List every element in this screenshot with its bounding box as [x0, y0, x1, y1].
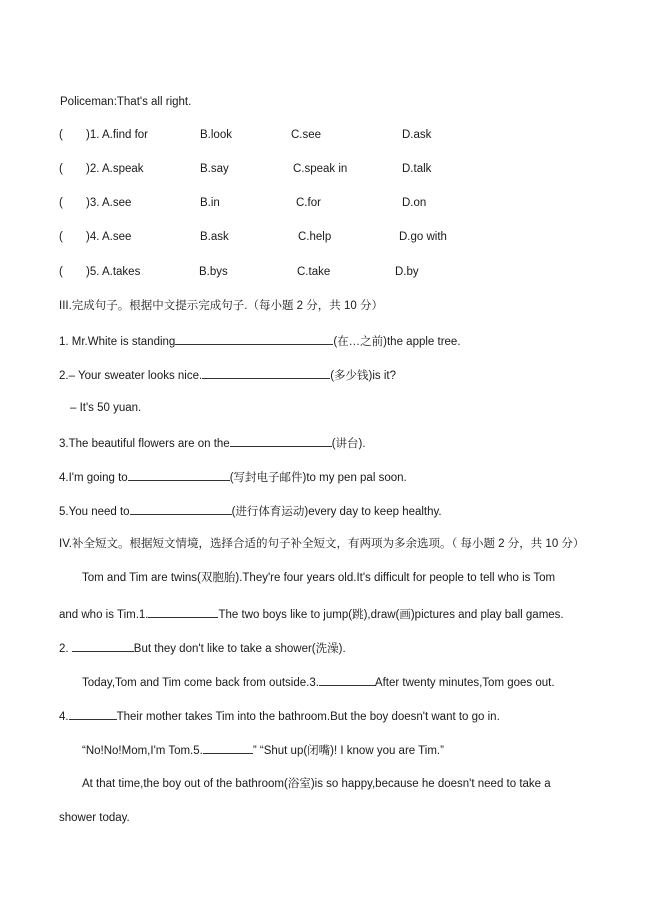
answer-blank[interactable] — [203, 742, 253, 754]
s3-question-1 — [59, 333, 461, 349]
answer-blank[interactable] — [148, 606, 218, 618]
option-c: C.speak in — [293, 163, 348, 175]
option-d: D.go with — [399, 231, 447, 243]
question-text: (讲台). — [331, 438, 366, 450]
answer-blank[interactable] — [130, 503, 232, 515]
passage-line-6 — [82, 742, 444, 758]
passage-line-3 — [59, 640, 346, 656]
passage-text: Their mother takes Tim into the bathroom.But the boy doesn't want to go in. — [116, 711, 500, 723]
answer-blank[interactable] — [319, 674, 375, 686]
answer-blank[interactable] — [202, 367, 330, 379]
question-text: 4.I'm going to — [59, 472, 128, 484]
passage-line-2 — [59, 606, 564, 622]
passage-line-8: shower today. — [59, 812, 130, 824]
option-b: B.look — [200, 129, 232, 141]
answer-blank[interactable] — [175, 333, 333, 345]
passage-line-4 — [82, 674, 555, 690]
passage-text: ” “Shut up(闭嘴)! I know you are Tim.” — [252, 745, 444, 757]
option-b: B.say — [200, 163, 229, 175]
option-d: D.ask — [402, 129, 432, 141]
s3-question-4 — [59, 469, 407, 485]
passage-text: 2. — [59, 643, 72, 655]
option-c: C.help — [298, 231, 332, 243]
section-4-heading: IV.补全短文。根据短文情境，选择合适的句子补全短文，有两项为多余选项。（ 每小题 2 分，共 10 分） — [59, 538, 585, 550]
passage-text: The two boys like to jump(跳),draw(画)pictures and play ball games. — [218, 609, 564, 621]
answer-paren[interactable]: ( — [59, 231, 63, 243]
passage-text: But they don't like to take a shower(洗澡). — [133, 643, 346, 655]
passage-line-7: At that time,the boy out of the bathroom(浴室)is so happy,because he doesn't need to take a — [82, 778, 551, 790]
answer-paren[interactable]: ( — [59, 163, 63, 175]
question-text: (进行体育运动)every day to keep healthy. — [231, 506, 442, 518]
option-c: C.for — [296, 197, 321, 209]
passage-text: and who is Tim.1. — [59, 609, 149, 621]
question-text: 5.You need to — [59, 506, 130, 518]
option-d: D.by — [395, 266, 419, 278]
answer-blank[interactable] — [72, 640, 134, 652]
passage-text: “No!No!Mom,I'm Tom.5. — [82, 745, 203, 757]
option-b: B.in — [200, 197, 220, 209]
option-d: D.on — [402, 197, 427, 209]
answer-blank[interactable] — [128, 469, 230, 481]
question-text: (在…之前)the apple tree. — [333, 336, 461, 348]
question-text: (写封电子邮件)to my pen pal soon. — [229, 472, 407, 484]
option-a: )1. A.find for — [86, 129, 149, 141]
question-text: 3.The beautiful flowers are on the — [59, 438, 230, 450]
s3-question-3 — [59, 435, 366, 451]
passage-text: 4. — [59, 711, 69, 723]
s3-answer-line: – It's 50 yuan. — [70, 402, 142, 414]
answer-paren[interactable]: ( — [59, 266, 63, 278]
section-3-heading: III.完成句子。根据中文提示完成句子.（每小题 2 分，共 10 分） — [59, 300, 383, 312]
option-a: )2. A.speak — [86, 163, 144, 175]
dialogue-line: Policeman:That's all right. — [60, 96, 192, 108]
option-a: )5. A.takes — [86, 266, 141, 278]
answer-blank[interactable] — [69, 708, 117, 720]
option-a: )4. A.see — [86, 231, 132, 243]
option-b: B.bys — [199, 266, 228, 278]
question-text: 1. Mr.White is standing — [59, 336, 176, 348]
question-text: 2.– Your sweater looks nice. — [59, 370, 203, 382]
option-c: C.see — [291, 129, 322, 141]
option-c: C.take — [297, 266, 331, 278]
answer-blank[interactable] — [230, 435, 332, 447]
option-d: D.talk — [402, 163, 432, 175]
passage-text: Today,Tom and Tim come back from outside.3. — [82, 677, 319, 689]
passage-line-1: Tom and Tim are twins(双胞胎).They're four years old.It's difficult for people to tell who is Tom — [82, 572, 556, 584]
passage-line-5 — [59, 708, 500, 724]
answer-paren[interactable]: ( — [59, 129, 63, 141]
passage-text: After twenty minutes,Tom goes out. — [374, 677, 555, 689]
question-text: (多少钱)is it? — [330, 370, 397, 382]
option-a: )3. A.see — [86, 197, 132, 209]
s3-question-5 — [59, 503, 442, 519]
option-b: B.ask — [200, 231, 229, 243]
answer-paren[interactable]: ( — [59, 197, 63, 209]
s3-question-2 — [59, 367, 396, 383]
